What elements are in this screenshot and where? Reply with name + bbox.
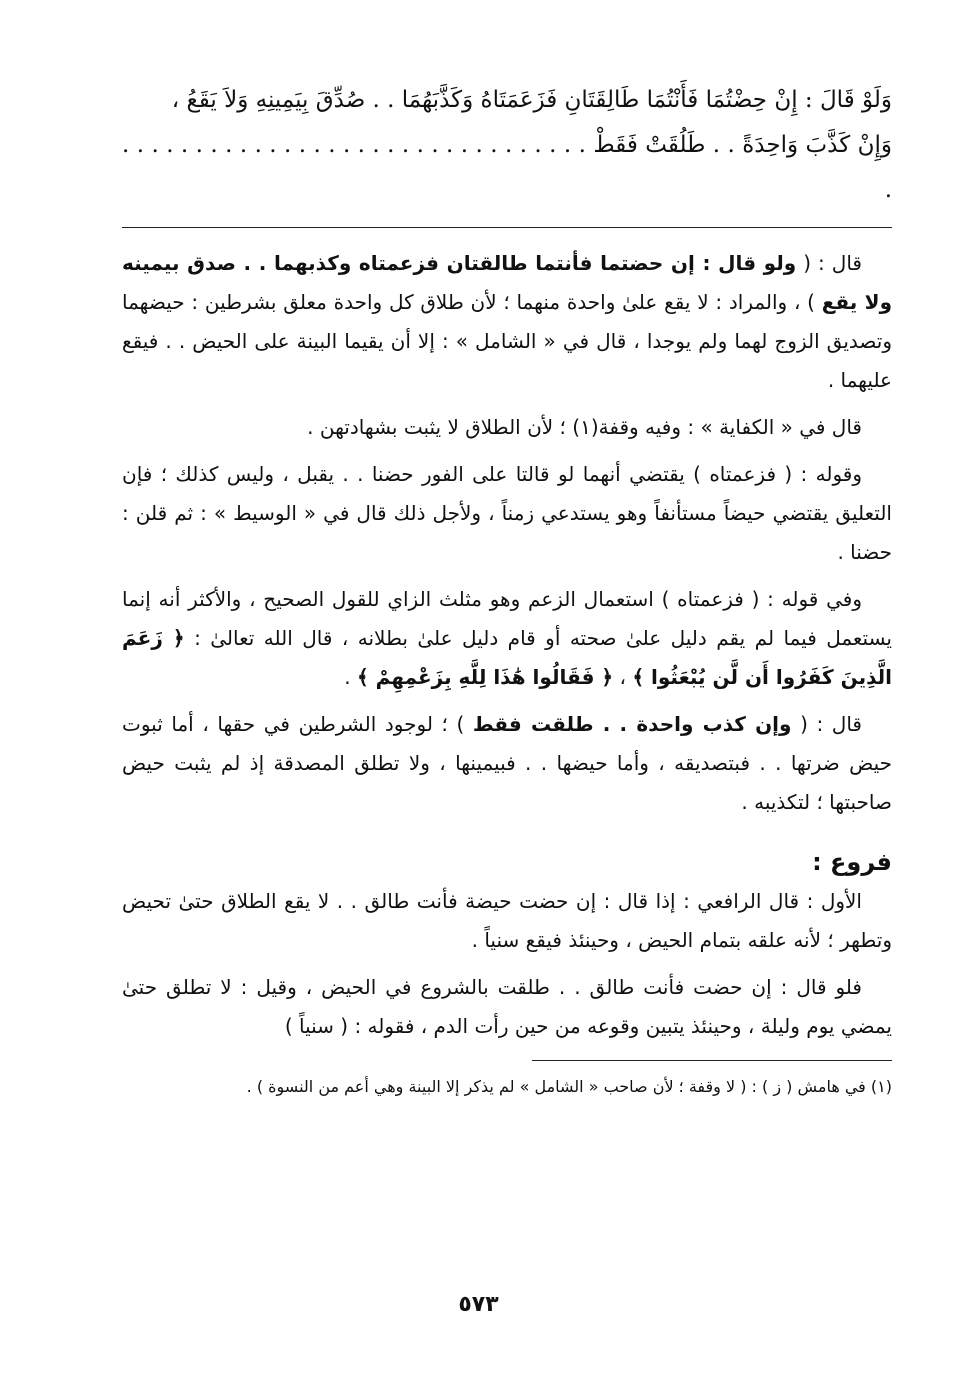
p1-explanation: ) ، والمراد : لا يقع علىٰ واحدة منهما ؛ لأن طلاق كل واحدة معلق بشرطين : حيضهما وتصديق الزوج لهما ولم يوجدا ، قال في « الشامل » : إلا أن يقيما البينة على الحيض . . فيقع عليهما . [122, 290, 892, 392]
commentary-paragraph-3: وقوله : ( فزعمتاه ) يقتضي أنهما لو قالتا على الفور حضنا . . يقبل ، وليس كذلك ؛ فإن التعليق يقتضي حيضاً مستأنفاً وهو يستدعي زمناً ، ولأجل ذلك قال في « الوسيط » : ثم قلن : حضنا . [122, 462, 892, 564]
p5-explanation: ) ؛ لوجود الشرطين في حقها ، أما ثبوت حيض ضرتها . . فبتصديقه ، وأما حيضها . . فبيمينها ، ولا تطلق المصدقة إذ لم يثبت حيض صاحبتها ؛ لتكذيبه . [122, 712, 892, 814]
matn-separator-rule [122, 227, 892, 228]
p4-separator: ، [613, 665, 633, 689]
furu-paragraph-2: فلو قال : إن حضت فأنت طالق . . طلقت بالشروع في الحيض ، وقيل : لا تطلق حتىٰ يمضي يوم وليلة ، وحينئذ يتبين وقوعه من حين رأت الدم ، فقوله : ( سنياً ) [122, 975, 892, 1038]
commentary [122, 244, 892, 822]
p1-quoted-matn: ولو قال : إن حضتما فأنتما طالقتان فزعمتاه وكذبهما . . صدق بيمينه ولا يقع [122, 251, 892, 314]
commentary-paragraph-5 [122, 705, 892, 822]
page-body [122, 78, 892, 1101]
p5-quoted-matn: وإن كذب واحدة . . طلقت فقط [472, 712, 792, 736]
matn-dots: . . . . . . . . . . . . . . . . . . . . . . . . . . . . . . . . . [122, 132, 892, 203]
furu-paragraph-1: الأول : قال الرافعي : إذا قال : إن حضت حيضة فأنت طالق . . لا يقع الطلاق حتىٰ تحيض وتطهر ؛ لأنه علقه بتمام الحيض ، وحينئذ فيقع سنياً . [122, 889, 892, 952]
commentary-paragraph-1 [122, 244, 892, 400]
footnote: (١) في هامش ( ز ) : ( لا وقفة ؛ لأن صاحب « الشامل » لم يذكر إلا البينة وهي أعم من النسوة ) . [246, 1077, 892, 1096]
furu-section [122, 882, 892, 1046]
p1-intro: قال : ( [796, 251, 862, 275]
p5-intro: قال : ( [791, 712, 862, 736]
matn-text [122, 78, 892, 213]
quran-verse-2: ﴿ فَقَالُوا هَٰذَا لِلَّهِ بِزَعْمِهِمْ ﴾ [357, 665, 614, 689]
matn-line-1: وَلَوْ قَالَ : إِنْ حِضْتُمَا فَأَنْتُمَا طَالِقَتَانِ فَزَعَمَتَاهُ وَكَذَّبَهُمَا . . صُدِّقَ بِيَمِينِهِ وَلاَ يَقَعُ ، [171, 87, 892, 113]
quran-verse-1: ﴿ زَعَمَ الَّذِينَ كَفَرُوا أَن لَّن يُبْعَثُوا ﴾ [122, 626, 892, 689]
p4-text: وفي قوله : ( فزعمتاه ) استعمال الزعم وهو مثلث الزاي للقول الصحيح ، والأكثر أنه إنما يستعمل فيما لم يقم دليل علىٰ صحته أو قام دليل علىٰ بطلانه ، قال الله تعالىٰ : [122, 587, 892, 650]
furu-heading: فروع : [812, 848, 892, 876]
commentary-paragraph-2: قال في « الكفاية » : وفيه وقفة(١) ؛ لأن الطلاق لا يثبت بشهادتهن . [307, 415, 862, 439]
matn-line-2-text: وَإِنْ كَذَّبَ وَاحِدَةً . . طَلُقَتْ فَقَطْ [593, 132, 892, 158]
footnote-separator-rule [532, 1060, 892, 1061]
page-number: ٥٧٣ [458, 1292, 499, 1317]
p4-end: . [344, 665, 357, 689]
matn-line-2 [122, 123, 892, 213]
commentary-paragraph-4 [122, 580, 892, 697]
